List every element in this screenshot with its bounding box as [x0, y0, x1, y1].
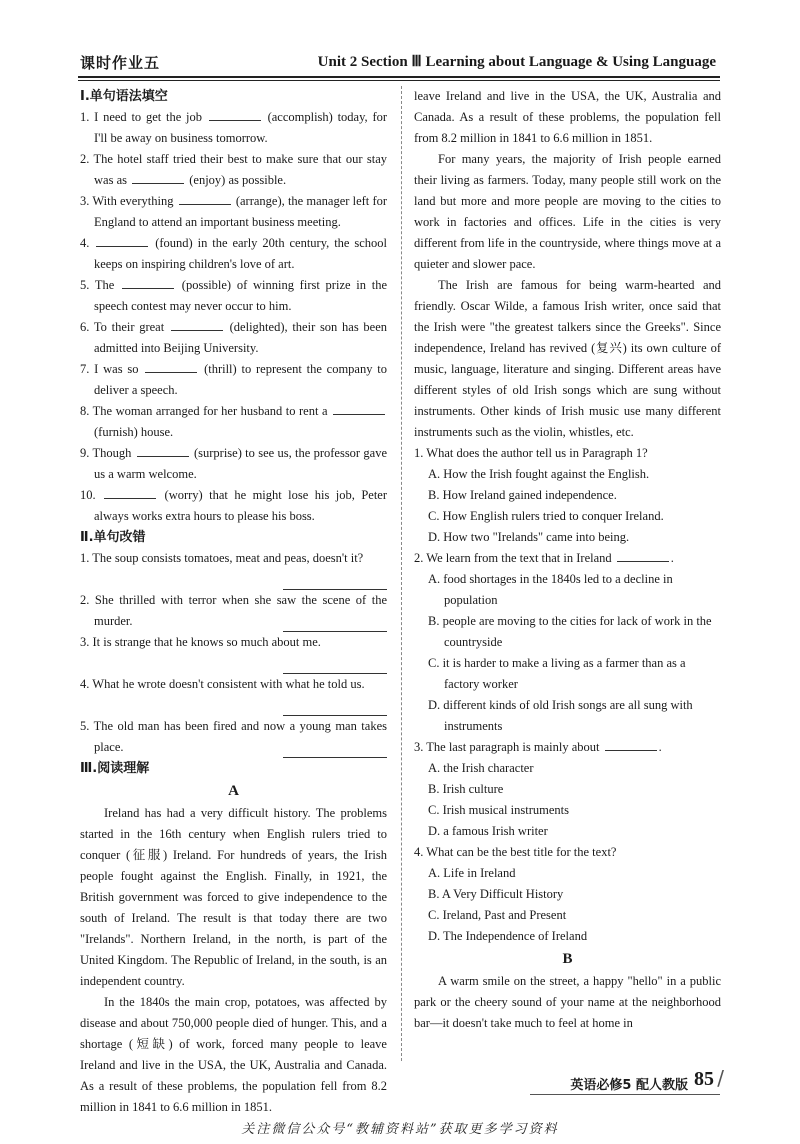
answer-option[interactable]: A. Life in Ireland [428, 866, 516, 880]
answer-blank[interactable] [104, 486, 156, 499]
answer-option[interactable]: A. food shortages in the 1840s led to a decline in population [428, 572, 673, 607]
correction-item: 2. She thrilled with terror when she saw the scene of the murder. [80, 590, 387, 632]
footer-rule [530, 1094, 720, 1095]
answer-blank[interactable] [605, 738, 657, 751]
answer-blank[interactable] [617, 549, 669, 562]
correction-item: 5. The old man has been fired and now a young man takes place. [80, 716, 387, 758]
answer-blank[interactable] [96, 234, 148, 247]
answer-blank[interactable] [145, 360, 197, 373]
answer-option[interactable]: C. it is harder to make a living as a farmer than as a factory worker [428, 656, 686, 691]
right-column [414, 86, 721, 1034]
column-divider [401, 86, 402, 1061]
header-lesson-title: 课时作业五 [80, 54, 161, 72]
answer-option[interactable]: A. How the Irish fought against the English. [428, 467, 650, 481]
passage-a-label: A [228, 783, 239, 799]
passage-b-paragraph-1: A warm smile on the street, a happy "hello" in a public park or the cheery sound of your name at the neighborhood bar—it doesn't take much to feel at home in [414, 974, 721, 1030]
answer-option[interactable]: D. a famous Irish writer [428, 824, 548, 838]
grammar-item: 8. The woman arranged for her husband to rent a (furnish) house. [80, 401, 387, 443]
grammar-item: 3. With everything (arrange), the manager left for England to attend an important business meeting. [80, 194, 388, 229]
answer-blank[interactable] [132, 171, 184, 184]
answer-option[interactable]: C. Irish musical instruments [428, 803, 569, 817]
answer-option[interactable]: B. Irish culture [428, 782, 504, 796]
passage-b-label: B [562, 951, 573, 967]
page-header [0, 0, 800, 80]
correction-item: 1. The soup consists tomatoes, meat and peas, doesn't it? [80, 548, 387, 590]
answer-option[interactable]: D. different kinds of old Irish songs are all sung with instruments [428, 698, 693, 733]
grammar-item: 7. I was so (thrill) to represent the company to deliver a speech. [80, 362, 387, 397]
grammar-item: 9. Though (surprise) to see us, the professor gave us a warm welcome. [80, 446, 387, 481]
footer-book-label: 英语必修5 配人教版 [570, 1078, 688, 1093]
answer-option[interactable]: A. the Irish character [428, 761, 534, 775]
answer-blank[interactable] [122, 276, 174, 289]
answer-blank[interactable] [179, 192, 231, 205]
answer-option[interactable]: D. The Independence of Ireland [428, 929, 588, 943]
header-rule [78, 76, 720, 78]
grammar-item: 2. The hotel staff tried their best to make sure that our stay was as (enjoy) as possible. [80, 152, 387, 187]
question-stem: 1. What does the author tell us in Paragraph 1? [414, 446, 648, 460]
section-title-grammar: Ⅰ.单句语法填空 [80, 89, 168, 104]
page-number: 85 [694, 1068, 714, 1090]
question-stem: 3. The last paragraph is mainly about . [414, 740, 662, 754]
answer-blank[interactable] [333, 402, 385, 415]
answer-option[interactable]: B. How Ireland gained independence. [428, 488, 617, 502]
page-slash-mark: / [717, 1066, 724, 1090]
grammar-item: 5. The (possible) of winning first prize in the speech contest may never occur to him. [80, 278, 387, 313]
answer-blank[interactable] [171, 318, 223, 331]
answer-option[interactable]: D. How two "Irelands" came into being. [428, 530, 630, 544]
answer-option[interactable]: C. How English rulers tried to conquer Ireland. [428, 509, 664, 523]
answer-option[interactable]: C. Ireland, Past and Present [428, 908, 567, 922]
passage-a-paragraph-2: In the 1840s the main crop, potatoes, was affected by disease and about 750,000 people died of hunger. This, and a shortage (短缺) of work, forced many people to leave Ireland and live in the USA, the UK, Australia and Canada. As a result of these problems, the population fell from 8.2 million in 1841 to 6.6 million in 1851. [80, 995, 387, 1114]
header-unit-title: Unit 2 Section Ⅲ Learning about Language & Using Language [317, 54, 716, 70]
question-stem: 2. We learn from the text that in Ireland . [414, 551, 674, 565]
left-column [80, 86, 388, 1114]
correction-item: 3. It is strange that he knows so much about me. [80, 632, 387, 674]
answer-line[interactable] [283, 757, 387, 758]
passage-a-paragraph-3: For many years, the majority of Irish people earned their living as farmers. Today, many people still work on the land but more and more people are moving to the cities to work in factories and offices. Life in the cities is very different from life in the countryside, where things move at a quieter and slower pace. [414, 152, 721, 271]
grammar-item: 10. (worry) that he might lose his job, Peter always works extra hours to please his boss. [80, 488, 388, 523]
grammar-item: 6. To their great (delighted), their son has been admitted into Beijing University. [80, 320, 387, 355]
answer-option[interactable]: B. A Very Difficult History [428, 887, 564, 901]
section-title-reading: Ⅲ.阅读理解 [80, 761, 150, 776]
section-title-correction: Ⅱ.单句改错 [80, 530, 146, 545]
grammar-item: 1. I need to get the job (accomplish) today, for I'll be away on business tomorrow. [80, 110, 388, 145]
question-stem: 4. What can be the best title for the text? [414, 845, 617, 859]
header-rule-thin [78, 80, 720, 81]
answer-blank[interactable] [209, 108, 261, 121]
passage-a-paragraph-2-continued: leave Ireland and live in the USA, the UK, Australia and Canada. As a result of these problems, the population fell from 8.2 million in 1841 to 6.6 million in 1851. [414, 89, 721, 145]
passage-a-paragraph-1: Ireland has had a very difficult history. The problems started in the 16th century when English rulers tried to conquer (征服) Ireland. For hundreds of years, the Irish people fought against the English. Finally, in 1921, the British government was forced to give independence to the south of Ireland. The result is that today there are two "Irelands". Northern Ireland, in the north, is part of the United Kingdom. The Republic of Ireland, in the south, is an independent country. [80, 806, 387, 988]
correction-item: 4. What he wrote doesn't consistent with what he told us. [80, 674, 387, 716]
answer-blank[interactable] [137, 444, 189, 457]
passage-a-paragraph-4: The Irish are famous for being warm-hearted and friendly. Oscar Wilde, a famous Irish writer, once said that the Irish were "the greatest talkers since the Greeks". Since independence, Ireland has revived (复兴) its own culture of music, language, literature and singing. Different areas have different styles of old Irish songs which are sung without instruments. Other kinds of Irish music use many different instruments such as the violin, whistles, etc. [414, 278, 721, 439]
answer-option[interactable]: B. people are moving to the cities for lack of work in the countryside [428, 614, 712, 649]
grammar-item: 4. (found) in the early 20th century, the school keeps on inspiring children's love of art. [80, 236, 388, 271]
watermark-text: 关注微信公众号“教辅资料站”获取更多学习资料 [241, 1122, 559, 1137]
